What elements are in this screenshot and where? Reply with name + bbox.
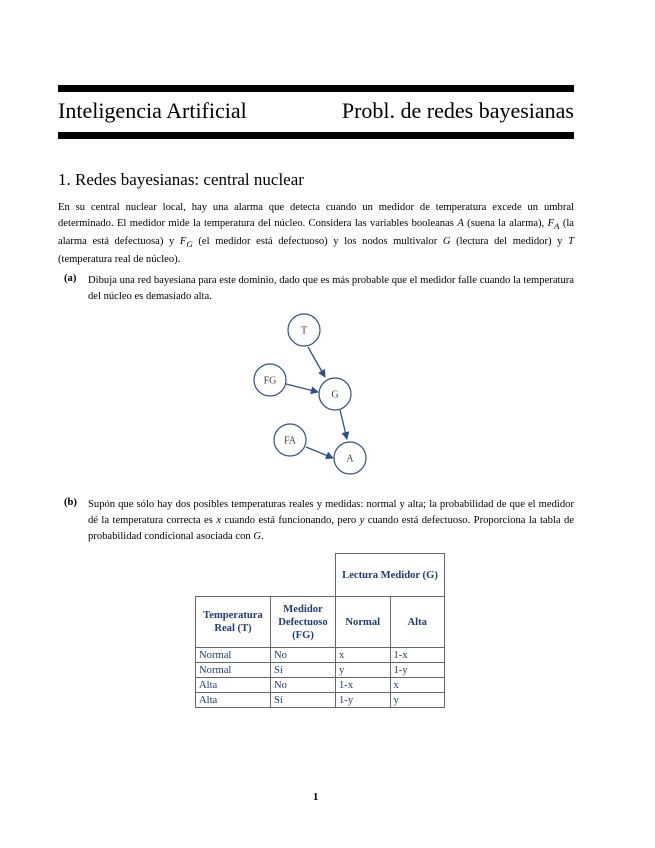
table-cell: 1-y: [336, 693, 391, 708]
table-row: [196, 693, 445, 708]
col-header-alta: Alta: [390, 597, 445, 648]
course-title: Inteligencia Artificial: [58, 98, 247, 123]
cpt-table: [195, 553, 445, 708]
group-header-lectura: Lectura Medidor (G): [336, 554, 445, 597]
table-row: [196, 663, 445, 678]
table-group-header-row: [196, 554, 445, 597]
table-cell: Normal: [196, 663, 271, 678]
document-title: Probl. de redes bayesianas: [341, 98, 574, 123]
edge-fa-a: [306, 447, 333, 458]
table-cell: y: [336, 663, 391, 678]
table-row: [196, 678, 445, 693]
item-a-label: (a): [64, 273, 77, 284]
col-header-defectuoso: Medidor Defectuoso (FG): [271, 597, 336, 648]
edge-fg-g: [286, 384, 318, 392]
table-cell: Normal: [196, 648, 271, 663]
table-cell: Sí: [271, 663, 336, 678]
edge-g-a: [340, 410, 347, 439]
table-cell: y: [390, 693, 445, 708]
top-rule: [58, 85, 574, 92]
header-bottom-rule: [58, 132, 574, 139]
node-t-label: T: [300, 325, 308, 337]
table-cell: x: [336, 648, 391, 663]
table-row: [196, 648, 445, 663]
table-cell: No: [271, 678, 336, 693]
item-a-text: Dibuja una red bayesiana para este dominio, dado que es más probable que el medidor falle cuando la temperatura del núcleo es demasiado alta.: [88, 275, 574, 302]
table-cell: Sí: [271, 693, 336, 708]
node-fg-label: FG: [263, 375, 277, 387]
table-cell: Alta: [196, 678, 271, 693]
table-cell: 1-y: [390, 663, 445, 678]
table-cell: Alta: [196, 693, 271, 708]
item-b-label: (b): [64, 497, 77, 508]
node-fa-label: FA: [283, 435, 297, 447]
section-title: 1. Redes bayesianas: central nuclear: [58, 170, 304, 189]
bayesian-network-diagram: [240, 308, 380, 478]
node-a-label: A: [346, 453, 354, 465]
page-number: 1: [313, 792, 319, 803]
table-cell: x: [390, 678, 445, 693]
col-header-temperatura: Temperatura Real (T): [196, 597, 271, 648]
table-cell: 1-x: [336, 678, 391, 693]
node-g-label: G: [331, 389, 339, 401]
table-header-row: [196, 597, 445, 648]
col-header-normal: Normal: [336, 597, 391, 648]
intro-paragraph: En su central nuclear local, hay una alarma que detecta cuando un medidor de temperatura excede un umbral determinado. El medidor mide la temperatura del núcleo. Considera las variables booleanas A (suena la alarma), $F_A$ (la alarma está defectuosa) y $F_G$ (el medidor está defectuoso) y los nodos multivalor G (lectura del medidor) y T (temperatura real de núcleo).: [58, 202, 574, 266]
table-cell: 1-x: [390, 648, 445, 663]
table-cell: No: [271, 648, 336, 663]
edge-t-g: [308, 347, 325, 377]
item-b-text: Supón que sólo hay dos posibles temperaturas reales y medidas: normal y alta; la probabilidad de que el medidor dé la temperatura correcta es x cuando está funcionando, pero y cuando está defectuoso. Proporciona la tabla de probabilidad condicional asociada con G.: [88, 499, 574, 542]
